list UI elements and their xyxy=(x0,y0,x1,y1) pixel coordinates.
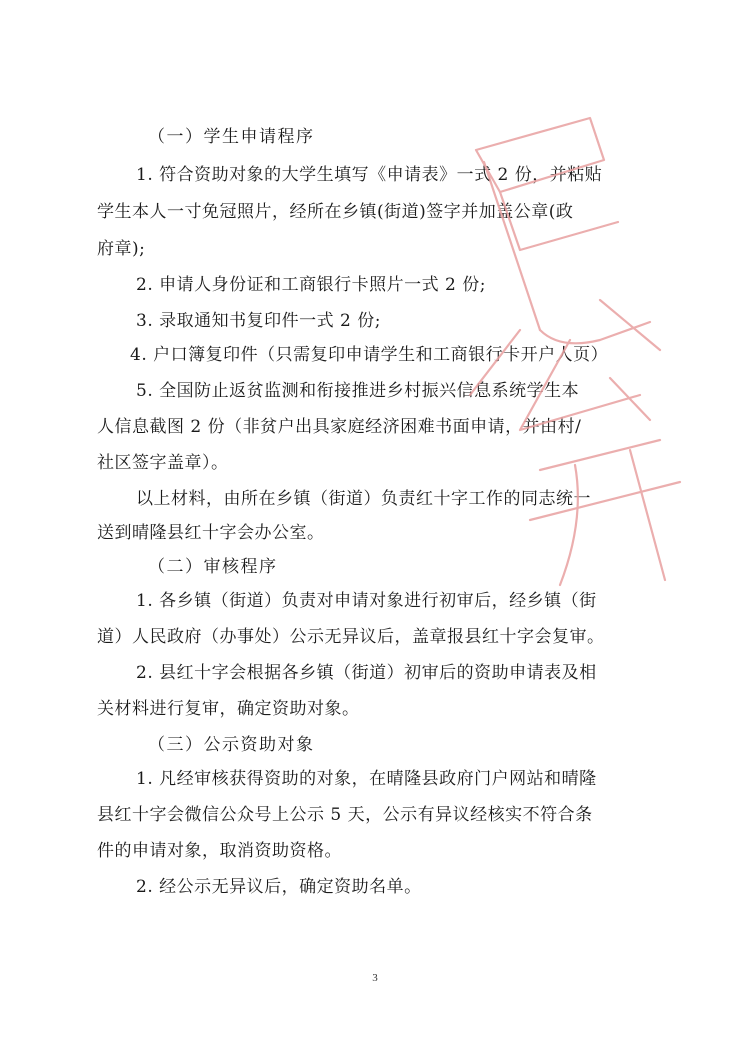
section2-item2-line1: 2. 县红十字会根据各乡镇（街道）初审后的资助申请表及相 xyxy=(136,663,597,683)
section1-item5-line2: 人信息截图 2 份（非贫户出具家庭经济困难书面申请，并由村/ xyxy=(97,417,582,437)
section2-heading: （二）审核程序 xyxy=(148,557,278,577)
watermark-char-yi xyxy=(476,118,650,343)
section1-item1-line3: 府章); xyxy=(97,239,146,259)
section2-item1-line1: 1. 各乡镇（街道）负责对申请对象进行初审后，经乡镇（街 xyxy=(136,591,597,611)
section2-item1-line2: 道）人民政府（办事处）公示无异议后，盖章报县红十字会复审。 xyxy=(97,627,605,647)
section1-summary-line2: 送到晴隆县红十字会办公室。 xyxy=(97,523,325,543)
section3-item1-line3: 件的申请对象，取消资助资格。 xyxy=(97,841,342,861)
section1-item2: 2. 申请人身份证和工商银行卡照片一式 2 份; xyxy=(136,275,486,295)
section3-item1-line2: 县红十字会微信公众号上公示 5 天，公示有异议经核实不符合条 xyxy=(97,805,593,825)
section1-heading: （一）学生申请程序 xyxy=(148,127,315,147)
section3-item2: 2. 经公示无异议后，确定资助名单。 xyxy=(136,877,422,897)
section1-item4: 4. 户口簿复印件（只需复印申请学生和工商银行卡开户人页） xyxy=(130,345,609,365)
section1-item5-line3: 社区签字盖章）。 xyxy=(97,453,229,473)
section1-item1-line1: 1. 符合资助对象的大学生填写《申请表》一式 2 份，并粘贴 xyxy=(136,165,603,185)
section3-heading: （三）公示资助对象 xyxy=(148,735,315,755)
section3-item1-line1: 1. 凡经审核获得资助的对象，在晴隆县政府门户网站和晴隆 xyxy=(136,769,597,789)
section1-summary-line1: 以上材料，由所在乡镇（街道）负责红十字工作的同志统一 xyxy=(136,489,591,509)
page-number: 3 xyxy=(372,972,378,984)
section1-item3: 3. 录取通知书复印件一式 2 份; xyxy=(136,311,381,331)
watermark-char-kai xyxy=(530,440,680,585)
section1-item1-line2: 学生本人一寸免冠照片，经所在乡镇(街道)签字并加盖公章(政 xyxy=(97,202,574,222)
section1-item5-line1: 5. 全国防止返贫监测和衔接推进乡村振兴信息系统学生本 xyxy=(136,381,580,401)
section2-item2-line2: 关材料进行复审，确定资助对象。 xyxy=(97,699,360,719)
